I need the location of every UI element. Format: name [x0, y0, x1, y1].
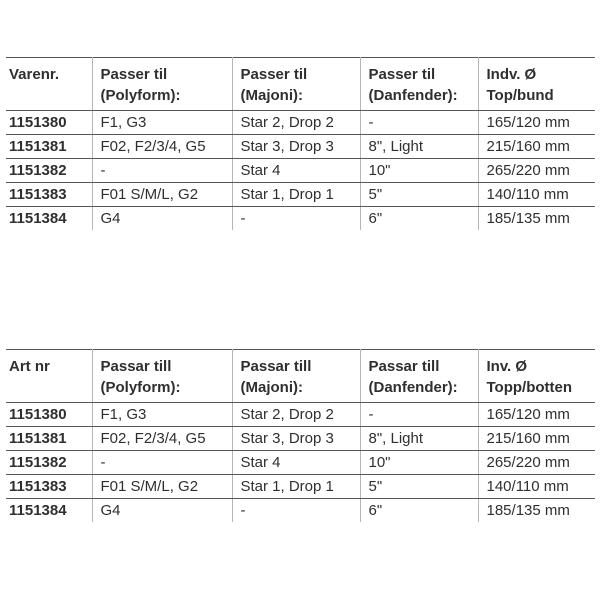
cell-diameter: 165/120 mm	[478, 403, 595, 427]
cell-art-no: 1151384	[6, 207, 92, 231]
col-header-majoni	[232, 58, 360, 111]
cell-polyform: F01 S/M/L, G2	[92, 183, 232, 207]
header-row	[6, 350, 595, 403]
table-row	[6, 183, 595, 207]
cell-danfender: -	[360, 403, 478, 427]
header-line-2: Topp/botten	[486, 379, 573, 396]
cell-majoni: Star 3, Drop 3	[232, 427, 360, 451]
header-line-1: Passer til	[368, 66, 436, 83]
cell-diameter: 140/110 mm	[478, 183, 595, 207]
cell-danfender: -	[360, 111, 478, 135]
col-header-diameter	[478, 58, 595, 111]
cell-majoni: -	[232, 207, 360, 231]
header-line-2: (Danfender):	[368, 379, 458, 396]
cell-danfender: 10"	[360, 159, 478, 183]
header-line-1: Passar till	[240, 358, 312, 375]
col-header-danfender	[360, 350, 478, 403]
cell-majoni: Star 1, Drop 1	[232, 183, 360, 207]
table-row	[6, 475, 595, 499]
cell-majoni: Star 4	[232, 159, 360, 183]
cell-diameter: 185/135 mm	[486, 502, 570, 519]
cell-danfender: 5"	[360, 183, 478, 207]
cell-danfender: 8", Light	[360, 135, 478, 159]
col-header-majoni	[232, 350, 360, 403]
cell-art-no: 1151380	[6, 111, 92, 135]
cell-diameter: 215/160 mm	[478, 135, 595, 159]
cell-majoni: Star 1, Drop 1	[232, 475, 360, 499]
header-line-2: (Polyform):	[100, 87, 181, 104]
header-line-1: Passar till	[100, 358, 172, 375]
table-row	[6, 135, 595, 159]
cell-polyform: F02, F2/3/4, G5	[92, 427, 232, 451]
table-row	[6, 207, 595, 231]
cell-majoni: Star 4	[232, 451, 360, 475]
header-row	[6, 58, 595, 111]
col-header-varenr	[6, 58, 92, 111]
cell-diameter: 215/160 mm	[478, 427, 595, 451]
spec-table-norwegian	[6, 57, 595, 230]
cell-polyform: -	[92, 159, 232, 183]
header-line-1: Passer til	[240, 66, 308, 83]
cell-art-no: 1151382	[6, 451, 92, 475]
spec-table-swedish	[6, 349, 595, 522]
cell-art-no: 1151383	[6, 183, 92, 207]
cell-polyform: F02, F2/3/4, G5	[92, 135, 232, 159]
cell-art-no: 1151382	[6, 159, 92, 183]
cell-danfender: 6"	[360, 207, 478, 231]
cell-art-no: 1151380	[6, 403, 92, 427]
table-row	[6, 427, 595, 451]
header-line-2: Top/bund	[486, 87, 554, 104]
cell-majoni: Star 3, Drop 3	[232, 135, 360, 159]
cell-diameter: 165/120 mm	[478, 111, 595, 135]
header-line-1: Inv. Ø	[486, 358, 528, 375]
header-line-1: Art nr	[9, 358, 50, 375]
table-row	[6, 451, 595, 475]
cell-danfender: 8", Light	[360, 427, 478, 451]
header-line-1: Indv. Ø	[486, 66, 537, 83]
col-header-polyform	[92, 350, 232, 403]
cell-majoni: Star 2, Drop 2	[232, 111, 360, 135]
cell-diameter: 185/135 mm	[486, 210, 570, 227]
cell-polyform: F1, G3	[92, 111, 232, 135]
cell-art-no: 1151383	[6, 475, 92, 499]
cell-danfender: 10"	[360, 451, 478, 475]
table-row	[6, 403, 595, 427]
header-line-2: (Majoni):	[240, 87, 303, 104]
table-row	[6, 499, 595, 523]
cell-polyform: F01 S/M/L, G2	[92, 475, 232, 499]
cell-majoni: -	[232, 499, 360, 523]
header-line-1: Varenr.	[9, 66, 60, 83]
cell-polyform: -	[92, 451, 232, 475]
cell-diameter: 265/220 mm	[478, 451, 595, 475]
table-row	[6, 159, 595, 183]
header-line-2: (Majoni):	[240, 379, 303, 396]
cell-danfender: 6"	[360, 499, 478, 523]
col-header-polyform	[92, 58, 232, 111]
cell-diameter: 265/220 mm	[478, 159, 595, 183]
cell-diameter: 140/110 mm	[478, 475, 595, 499]
table-row	[6, 111, 595, 135]
cell-art-no: 1151381	[6, 135, 92, 159]
cell-art-no: 1151384	[6, 499, 92, 523]
col-header-danfender	[360, 58, 478, 111]
cell-danfender: 5"	[360, 475, 478, 499]
col-header-artnr	[6, 350, 92, 403]
cell-polyform: F1, G3	[92, 403, 232, 427]
cell-majoni: Star 2, Drop 2	[232, 403, 360, 427]
header-line-1: Passar till	[368, 358, 440, 375]
col-header-diameter	[478, 350, 595, 403]
cell-polyform: G4	[92, 207, 232, 231]
header-line-1: Passer til	[100, 66, 168, 83]
cell-polyform: G4	[92, 499, 232, 523]
cell-art-no: 1151381	[6, 427, 92, 451]
header-line-2: (Polyform):	[100, 379, 181, 396]
header-line-2: (Danfender):	[368, 87, 458, 104]
